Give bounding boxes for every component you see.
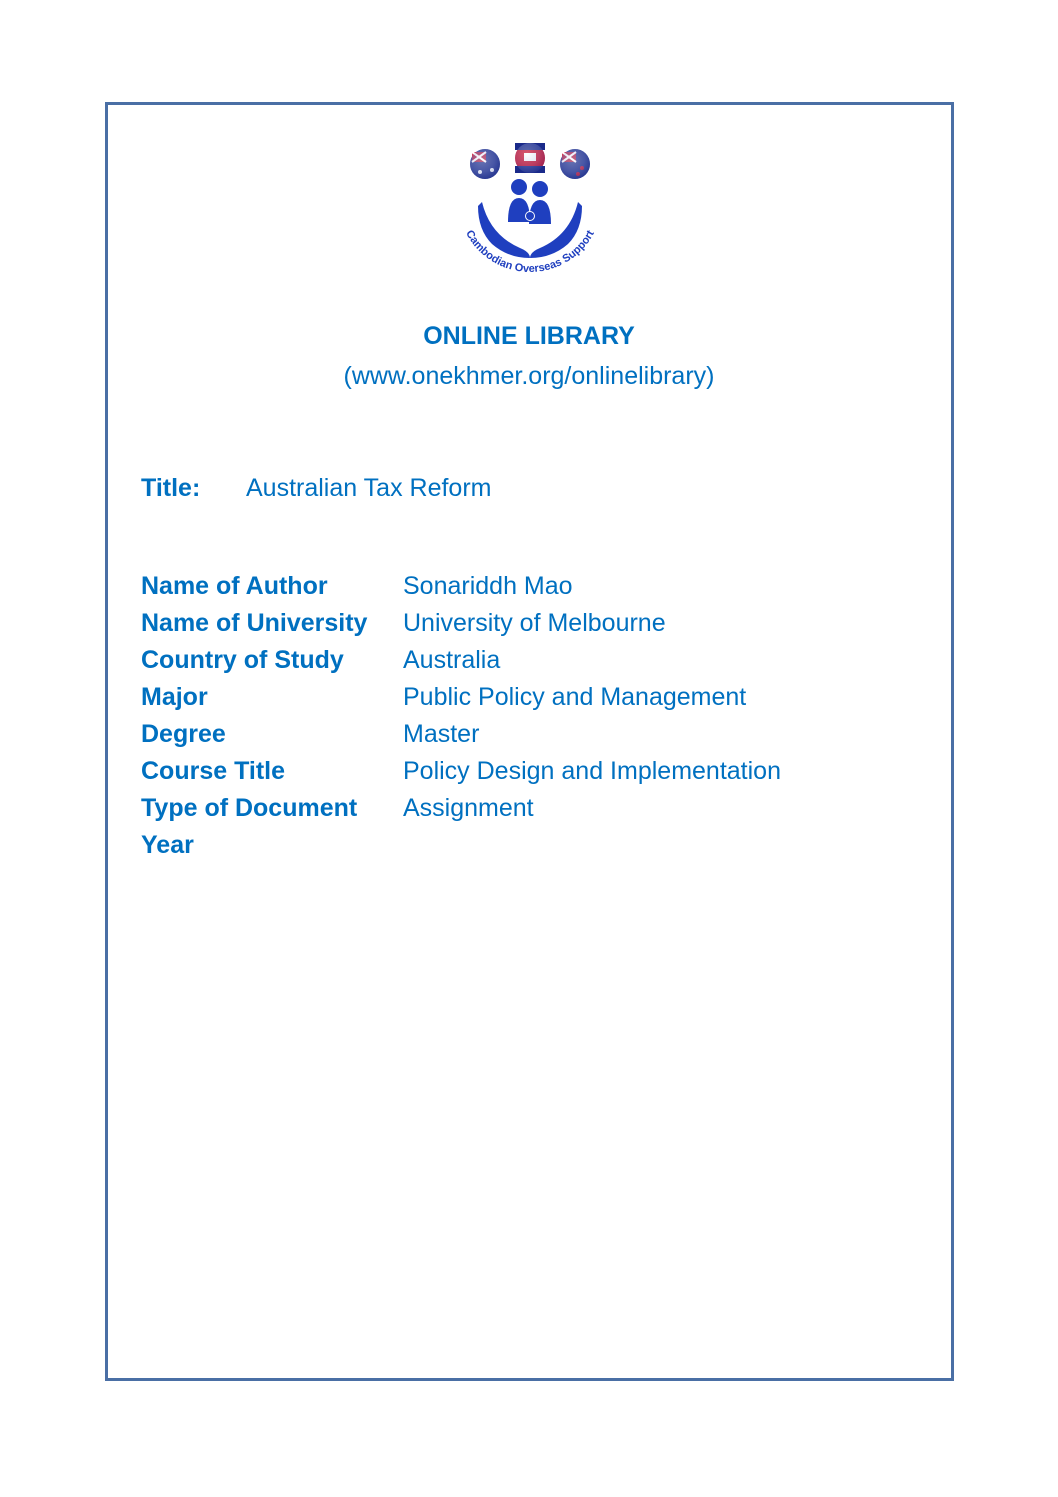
meta-value: Public Policy and Management	[403, 683, 747, 711]
document-title-value: Australian Tax Reform	[246, 474, 492, 502]
meta-value: Assignment	[403, 794, 534, 822]
meta-label: Type of Document	[141, 794, 358, 822]
meta-label: Name of Author	[141, 572, 328, 600]
meta-label: Major	[141, 683, 208, 711]
metadata-table	[141, 568, 781, 864]
meta-label: Year	[141, 831, 194, 859]
meta-value: University of Melbourne	[403, 609, 666, 637]
document-title-label: Title:	[141, 474, 201, 502]
meta-value: Policy Design and Implementation	[403, 757, 781, 785]
meta-value: Master	[403, 720, 480, 748]
hands-icon	[478, 202, 582, 258]
family-icon	[508, 179, 551, 224]
meta-label: Name of University	[141, 609, 368, 637]
meta-label: Degree	[141, 720, 226, 748]
meta-row-university	[141, 605, 781, 642]
meta-row-degree	[141, 716, 781, 753]
meta-value: Australia	[403, 646, 501, 674]
meta-row-author	[141, 568, 781, 605]
meta-row-doc-type	[141, 790, 781, 827]
library-url: (www.onekhmer.org/onlinelibrary)	[343, 362, 715, 390]
meta-value: Sonariddh Mao	[403, 572, 573, 600]
library-title: ONLINE LIBRARY	[423, 322, 635, 350]
new-zealand-flag-icon	[560, 149, 590, 179]
meta-label: Country of Study	[141, 646, 344, 674]
organization-logo	[440, 140, 620, 300]
logo-arc-text: Cambodian Overseas Support	[463, 228, 597, 276]
meta-row-year	[141, 827, 781, 864]
meta-row-course	[141, 753, 781, 790]
australia-flag-icon	[470, 149, 500, 179]
meta-row-major	[141, 679, 781, 716]
meta-row-country	[141, 642, 781, 679]
meta-label: Course Title	[141, 757, 286, 785]
cambodia-flag-icon	[515, 143, 545, 173]
